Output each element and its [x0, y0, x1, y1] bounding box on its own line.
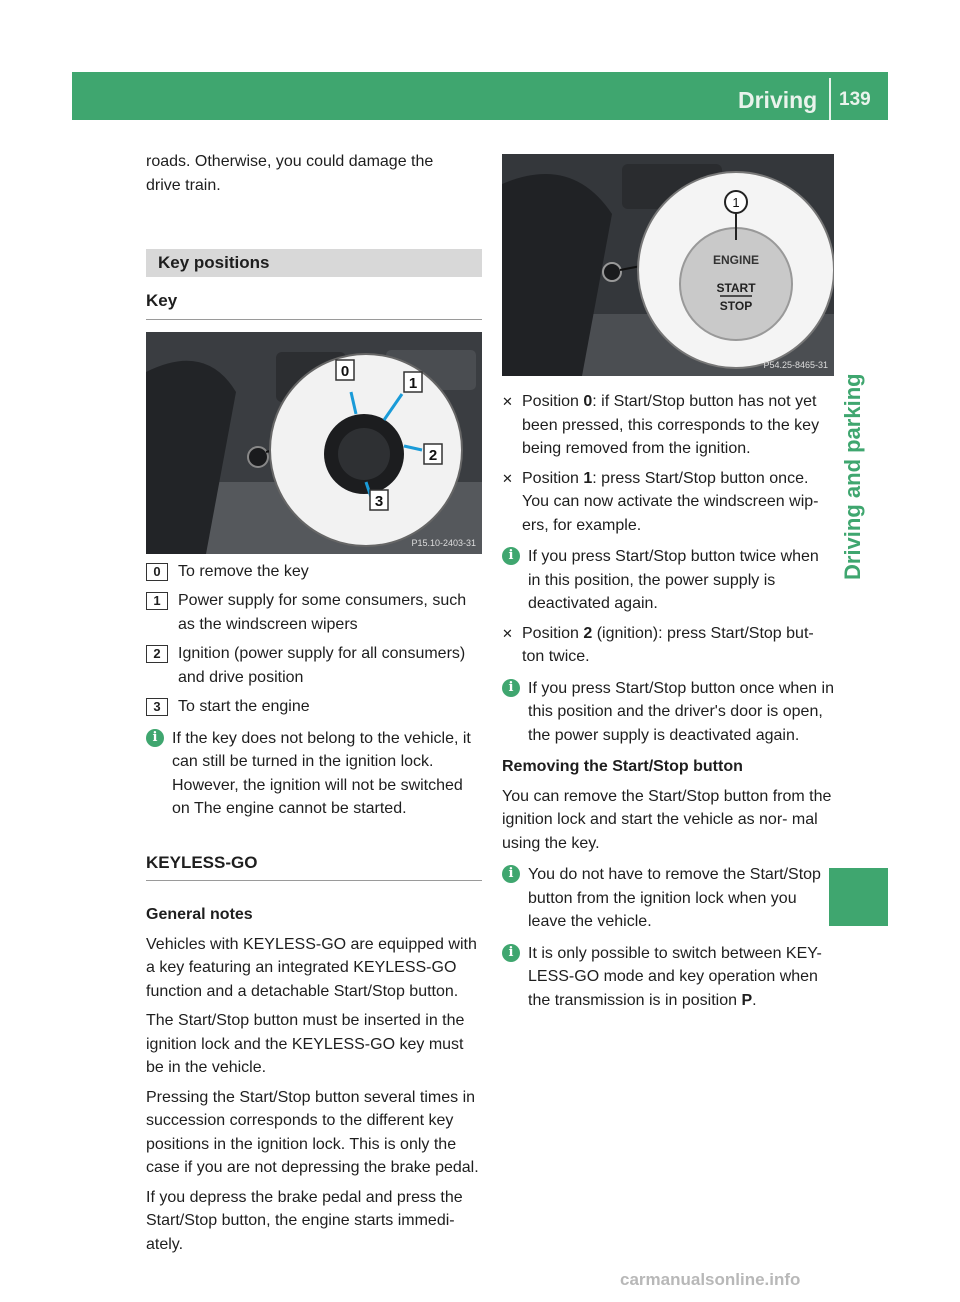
info-note-4	[502, 942, 834, 1013]
intro-line-1: roads. Otherwise, you could damage the	[146, 153, 434, 170]
step-position-2	[502, 622, 834, 669]
step-position-1	[502, 467, 834, 538]
page-number: 139	[839, 89, 871, 110]
start-stop-illustration	[502, 154, 834, 376]
legend-num-0: 0	[146, 563, 168, 581]
legend-text-2: Ignition (power supply for all consumers) and drive position	[178, 645, 466, 686]
info-text-key: If the key does not belong to the vehicle, it can still be turned in the ignition lock. However, the ignition will not be switched on The engine cannot be started.	[172, 729, 471, 817]
side-chapter-label: Driving and parking	[840, 373, 865, 580]
header-separator	[829, 78, 831, 120]
paragraph-4: If you depress the brake pedal and press the Start/Stop button, the engine starts immedi- ately.	[146, 1188, 463, 1253]
legend-num-1: 1	[146, 592, 168, 610]
info-text-1: If you press Start/Stop button twice when in this position, the power supply is deactivated again.	[528, 548, 819, 612]
info-text-4: It is only possible to switch between KEY- LESS-GO mode and key operation when the transmission is in position	[528, 944, 822, 1009]
legend-item-2	[146, 642, 482, 689]
info-icon: i	[146, 729, 164, 747]
key-positions-figure	[146, 332, 482, 554]
step-2-text: : press Start/Stop button once.	[592, 469, 809, 487]
legend-text-0: To remove the key	[178, 562, 309, 580]
engine-label: ENGINE	[712, 253, 760, 267]
step-3-text: (ignition): press Start/Stop but- ton twice.	[522, 624, 814, 665]
figure-label-3: 3	[374, 492, 384, 510]
legend-text-3: To start the engine	[178, 698, 310, 715]
info-text-2: If you press Start/Stop button once when in this position and the driver's door is open, the power supply is deactivated again.	[528, 679, 834, 744]
step-2-prefix: Position	[522, 469, 584, 487]
step-1-prefix: Position	[522, 393, 584, 410]
step-arrow-icon: ✕	[502, 625, 513, 641]
figure-code: P15.10-2403-31	[411, 537, 476, 548]
legend-item-0	[146, 560, 482, 584]
stop-label: STOP	[719, 299, 753, 313]
figure-label-1: 1	[408, 374, 418, 392]
step-position-0	[502, 390, 834, 461]
paragraph-2: The Start/Stop button must be inserted in the ignition lock and the KEYLESS-GO key must be in the vehicle.	[146, 1012, 465, 1076]
start-label: START	[716, 281, 756, 295]
step-3-prefix: Position	[522, 624, 584, 642]
paragraph-1: Vehicles with KEYLESS-GO are equipped with a key featuring an integrated KEYLESS-GO function and a detachable Start/Stop button.	[146, 935, 477, 1000]
info-note-3	[502, 863, 834, 934]
legend-num-3: 3	[146, 698, 168, 716]
legend-item-3	[146, 695, 482, 719]
side-marker	[829, 868, 888, 926]
step-arrow-icon: ✕	[502, 394, 513, 409]
figure-callout: 1	[732, 195, 740, 210]
info-4-position: P	[741, 991, 753, 1009]
info-note-1	[502, 545, 834, 616]
figure-label-2: 2	[428, 446, 438, 464]
step-1-position: 0	[583, 393, 593, 410]
removing-title: Removing the Start/Stop button	[502, 758, 743, 775]
left-column	[146, 150, 482, 1256]
info-icon: i	[502, 679, 520, 697]
legend-text-1: Power supply for some consumers, such as the windscreen wipers	[178, 592, 467, 633]
info-icon: i	[502, 865, 520, 883]
subsection-title: Key	[146, 277, 482, 320]
figure-label-0: 0	[340, 362, 350, 380]
removing-text: You can remove the Start/Stop button from the ignition lock and start the vehicle as nor- mal using the key.	[502, 787, 832, 852]
legend-num-2: 2	[146, 645, 168, 663]
chapter-title: Driving	[738, 87, 818, 113]
keyless-go-title: KEYLESS-GO	[146, 839, 482, 882]
step-2-extra: You can now activate the windscreen wip- ers, for example.	[522, 493, 819, 534]
info-note-2	[502, 677, 834, 748]
ignition-lock-illustration	[146, 332, 482, 554]
info-note-key	[146, 727, 482, 821]
right-column	[502, 150, 834, 1012]
general-notes-title: General notes	[146, 906, 253, 923]
section-title: Key positions	[146, 249, 482, 277]
info-icon: i	[502, 547, 520, 565]
step-2-position: 1	[583, 469, 593, 487]
info-text-3: You do not have to remove the Start/Stop button from the ignition lock when you leave the vehicle.	[528, 866, 821, 930]
step-arrow-icon: ✕	[502, 470, 513, 486]
legend-item-1	[146, 589, 482, 636]
info-4-end: .	[752, 991, 757, 1009]
step-3-position: 2	[583, 624, 593, 642]
start-stop-figure	[502, 154, 834, 376]
watermark: carmanualsonline.info	[620, 1270, 801, 1289]
intro-line-2: drive train.	[146, 176, 221, 194]
figure-code: P54.25-8465-31	[763, 360, 828, 370]
step-1-text: : if Start/Stop button has not yet been pressed, this corresponds to the key being removed from the ignition.	[522, 393, 820, 457]
paragraph-3: Pressing the Start/Stop button several times in succession corresponds to the different key positions in the ignition lock. This is only the case if you are not depressing the brake pedal.	[146, 1088, 479, 1176]
info-icon: i	[502, 944, 520, 962]
